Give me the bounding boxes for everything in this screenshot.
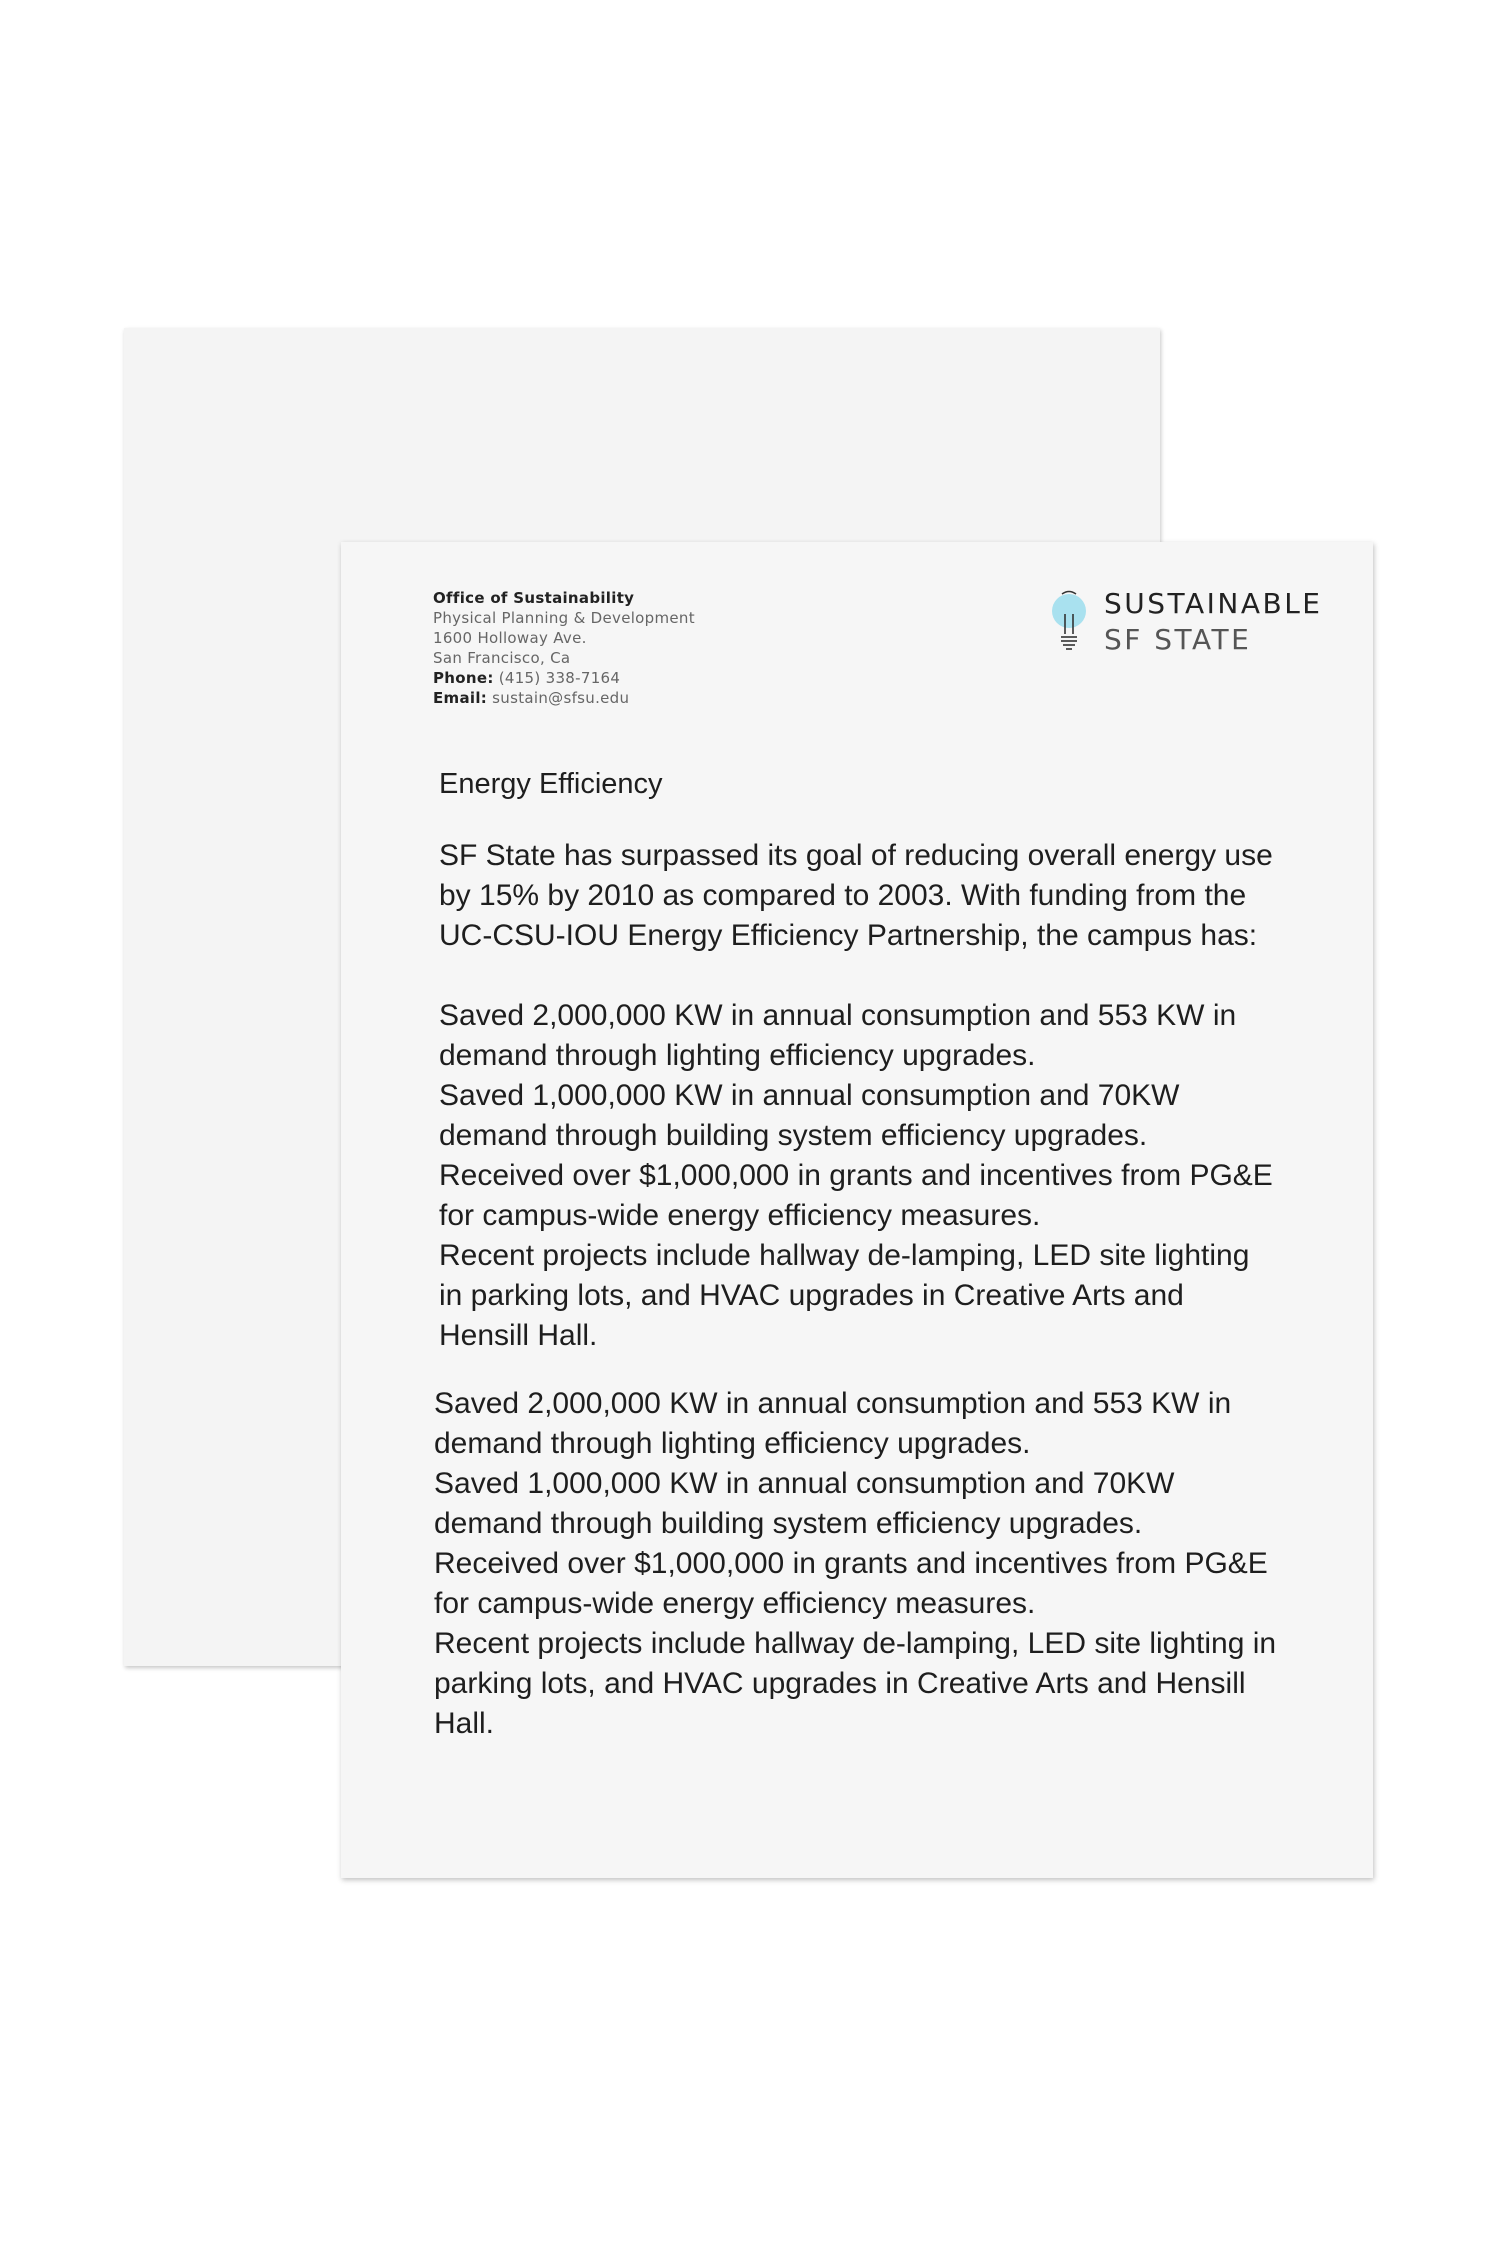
phone-label: Phone: bbox=[433, 669, 494, 687]
letterhead-address bbox=[433, 588, 793, 708]
sustainable-sf-state-logo bbox=[1049, 586, 1349, 656]
achievement-item: Received over $1,000,000 in grants and incentives from PG&E for campus-wide energy efficiency measures. bbox=[434, 1547, 1268, 1620]
achievement-item: Saved 2,000,000 KW in annual consumption and 553 KW in demand through lighting efficiency upgrades. bbox=[439, 999, 1237, 1072]
email-label: Email: bbox=[433, 689, 488, 707]
achievements-block-1 bbox=[439, 996, 1279, 1356]
city-address: San Francisco, Ca bbox=[433, 649, 571, 667]
email-line bbox=[433, 688, 793, 708]
achievement-item: Saved 2,000,000 KW in annual consumption and 553 KW in demand through lighting efficiency upgrades. bbox=[434, 1387, 1232, 1460]
achievement-item: Received over $1,000,000 in grants and incentives from PG&E for campus-wide energy efficiency measures. bbox=[439, 1159, 1273, 1232]
achievement-item: Recent projects include hallway de-lamping, LED site lighting in parking lots, and HVAC upgrades in Creative Arts and Hensill Hall. bbox=[439, 1239, 1250, 1352]
email-address: sustain@sfsu.edu bbox=[492, 689, 630, 707]
achievements-block-2 bbox=[434, 1384, 1279, 1744]
phone-number: (415) 338-7164 bbox=[498, 669, 621, 687]
phone-line bbox=[433, 668, 793, 688]
achievement-item: Saved 1,000,000 KW in annual consumption and 70KW demand through building system efficiency upgrades. bbox=[439, 1079, 1180, 1152]
document-body bbox=[434, 764, 1279, 1744]
street-address: 1600 Holloway Ave. bbox=[433, 629, 587, 647]
logo-line-sf-state: SF STATE bbox=[1104, 623, 1252, 656]
lightbulb-icon bbox=[1049, 590, 1089, 654]
intro-paragraph: SF State has surpassed its goal of reducing overall energy use by 15% by 2010 as compared to 2003. With funding from the UC-CSU-IOU Energy Efficiency Partnership, the campus has: bbox=[439, 839, 1273, 952]
front-sheet bbox=[341, 542, 1373, 1878]
achievement-item: Saved 1,000,000 KW in annual consumption and 70KW demand through building system efficiency upgrades. bbox=[434, 1467, 1175, 1540]
office-name: Office of Sustainability bbox=[433, 589, 635, 607]
logo-line-sustainable: SUSTAINABLE bbox=[1104, 587, 1323, 620]
department-name: Physical Planning & Development bbox=[433, 609, 695, 627]
document-heading: Energy Efficiency bbox=[439, 768, 663, 800]
achievement-item: Recent projects include hallway de-lamping, LED site lighting in parking lots, and HVAC upgrades in Creative Arts and Hensill Hall. bbox=[434, 1627, 1277, 1740]
